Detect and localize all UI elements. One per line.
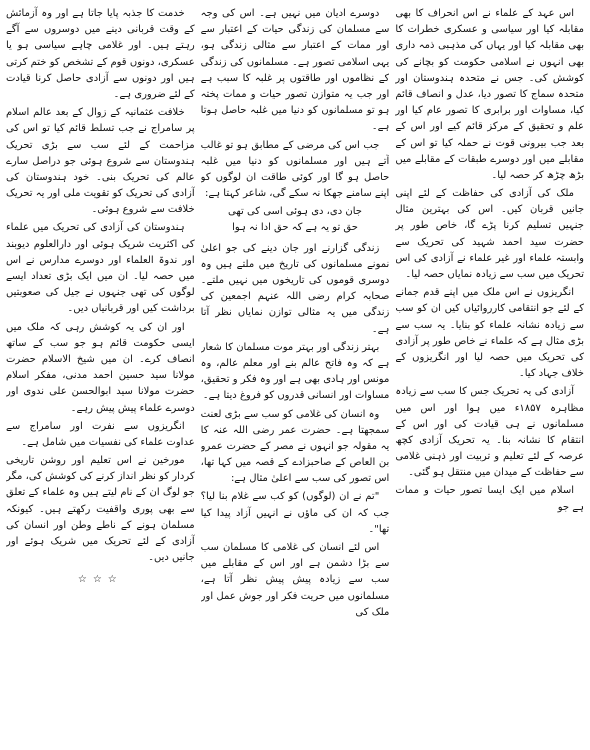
- poetry-couplet: [201, 204, 390, 236]
- paragraph: زندگی گزارنے اور جان دینے کی جو اعلیٰ نمونے مسلمانوں کی تاریخ میں ملتے ہیں وہ دوسری قوموں کی تاریخوں میں نہیں ملتے۔ صحابہ کرام رضی اللہ عنہم اجمعین کی زندگی میں یہ مثالی توازن نمایاں نظر آتا ہے۔: [200, 242, 390, 335]
- verse-line: جان دی، دی ہوئی اسی کی تھی: [228, 206, 362, 218]
- paragraph: انگریزوں سے نفرت اور سامراج سے عداوت علماء کی نفسیات میں شامل ہے۔: [5, 420, 195, 448]
- quotation: "تم نے ان (لوگوں) کو کب سے غلام بنا لیا؟ جب کہ ان کی ماؤں نے انہیں آزاد پیدا کیا تھا"۔: [200, 491, 390, 535]
- paragraph: اس لئے انسان کی غلامی کا مسلمان سب سے بڑا دشمن ہے اور اس کے مقابلے میں سب سے زیادہ پیش پیش نظر آتا ہے، مسلمانوں میں حریت فکر اور جوش عمل اور ملک کی: [200, 542, 390, 618]
- paragraph: ملک کی آزادی کی حفاظت کے لئے اپنی جانیں قربان کیں۔ اس کی بہترین مثال جنہیں تسلیم کرنا پڑے گا، خاص طور پر حضرت سید احمد شہید کی تحریک سے وابستہ علماء اور غیر علماء نے آزادی کی اس تحریک میں سب سے زیادہ نمایاں حصہ لیا۔: [395, 188, 584, 280]
- text-column-middle: [201, 6, 390, 746]
- paragraph: انگریزوں نے اس ملک میں اپنے قدم جمانے کے لئے جو انتقامی کارروائیاں کیں ان کو سب سے زیادہ نشانہ علماء کو بنایا۔ یہ سب سے بڑی مثال ہے کہ علماء نے خاص طور پر آزادی کی تحریک میں حصہ لیا اور انگریزوں کے خلاف جہاد کیا۔: [395, 287, 584, 380]
- paragraph: اسلام میں ایک ایسا تصور حیات و ممات ہے جو: [395, 485, 584, 513]
- paragraph: بہتر زندگی اور بہتر موت مسلمان کا شعار ہے کہ وہ فاتح عالم بنے اور معلم عالم، وہ مونس اور ہادی بھی ہے اور وہ فکر و تحقیق، مساوات اور انسانی قدروں کو فروغ دیتا ہے۔: [200, 341, 390, 402]
- paragraph: دوسرے ادیان میں نہیں ہے۔ اس کی وجہ سے مسلمان کی زندگی حیات کے اعتبار سے اور ممات کے اعتبار سے مثالی زندگی ہو، یہی اسلامی تصور ہے۔ مسلمانوں کی زندگی کے نظاموں اور طاقتوں پر غلبہ کا سبب ہے اور جب یہ متوازن تصور حیات و ممات پختہ ہو تو مسلمانوں کو دنیا میں غلبہ حاصل ہوتا ہے۔: [200, 8, 390, 133]
- paragraph: خلافت عثمانیہ کے زوال کے بعد عالم اسلام پر سامراج نے جب تسلط قائم کیا تو اس کی مزاحمت کے لئے سب سے بڑی تحریک ہندوستان سے شروع ہوئی جو دراصل سارے عالم کی تحریک بنی۔ خود ہندوستان کی آزادی کی تحریک کو تقویت ملی اور یہ تحریک خلافت سے شروع ہوئی۔: [5, 107, 195, 216]
- paragraph: جب اس کی مرضی کے مطابق ہو تو غالب آتے ہیں اور مسلمانوں کو دنیا میں غلبہ حاصل ہو گا اور کوئی طاقت ان لوگوں کو اپنے سامنے جھکا نہ سکے گی، شاعر کہتا ہے:: [200, 139, 390, 200]
- text-column-right: [395, 6, 584, 746]
- paragraph: خدمت کا جذبہ پایا جاتا ہے اور وہ آزمائش کے وقت قربانی دینے میں دوسروں سے آگے رہتے ہیں۔ اور غلامی چاہے سیاسی ہو یا عسکری، دونوں قوم کے تشخص کو ختم کرتی ہیں اور دونوں سے آزادی حاصل کرنا قیادت کے لئے ضروری ہے۔: [5, 8, 195, 100]
- paragraph: آزادی کی یہ تحریک جس کا سب سے زیادہ مظاہرہ ۱۸۵۷ء میں ہوا اور اس میں مسلمانوں نے ہی قیادت کی اور اس کے انتقام کا نشانہ بنا۔ یہ تحریک آزادی کچھ عرصہ کے لئے تعلیم و تربیت اور ذہنی غلامی سے حفاظت کے میدان میں منتقل ہو گئی۔: [395, 386, 584, 479]
- text-column-left: [6, 6, 195, 746]
- verse-line: حق تو یہ ہے کہ حق ادا نہ ہوا: [232, 222, 358, 234]
- paragraph: اور ان کی یہ کوشش رہی کہ ملک میں ایسی حکومت قائم ہو جو سب کے ساتھ انصاف کرے۔ ان میں شیخ الاسلام حضرت مولانا سید حسین احمد مدنی، مفکر اسلام حضرت مولانا سید ابوالحسن علی ندوی اور دوسرے علماء پیش پیش رہے۔: [5, 321, 195, 414]
- paragraph: وہ انسان کی غلامی کو سب سے بڑی لعنت سمجھتا ہے۔ حضرت عمر رضی اللہ عنہ کا یہ مقولہ جو انہوں نے مصر کے حضرت عمرو بن العاص کے صاحبزادے کے قصہ میں کہا تھا، اس تصور کی سب سے اعلیٰ مثال ہے:: [200, 408, 390, 485]
- paragraph: مورخین نے اس تعلیم اور روشن تاریخی کردار کو نظر انداز کرنے کی کوشش کی، مگر جو لوگ ان کے نام لیتے ہیں وہ علماء کے تعلق سے بھی پوری واقفیت رکھتے ہیں۔ کیونکہ مسلمان ہونے کے ناطے وطن اور انسان کی آزادی کے لئے تحریک میں شریک ہوئے اور جانیں دیں۔: [5, 455, 195, 564]
- paragraph: اس عہد کے علماء نے اس انحراف کا بھی مقابلہ کیا اور سیاسی و عسکری خطرات کا بھی مقابلہ کیا اور یہاں کی مذہبی ذمہ داری بھی انہوں نے اسلامی حکومت کو بچانے کی کوشش کی۔ جس نے متحدہ ہندوستان اور متحدہ سماج کا تصور دیا، عدل و انصاف قائم کیا، مساوات اور برابری کا تصور عام کیا اور علم و تحقیق کے مرکز قائم کیے اور اس کے بعد جب بیرونی قوت نے حملہ کیا تو اس کے مقابلے میں اور دوسرے طبقات کے مقابلے میں بڑھ چڑھ کر حصہ لیا۔: [395, 8, 584, 181]
- end-ornament: ☆☆☆: [77, 574, 123, 586]
- paragraph: ہندوستان کی آزادی کی تحریک میں علماء کی اکثریت شریک ہوئی اور دارالعلوم دیوبند اور ندوۃ العلماء اور دوسرے مدارس نے اس میں حصہ لیا۔ ان میں ایک بڑی تعداد ایسے لوگوں کی تھی جنہوں نے جیل کی صعوبتیں برداشت کیں اور قربانیاں دیں۔: [5, 222, 195, 315]
